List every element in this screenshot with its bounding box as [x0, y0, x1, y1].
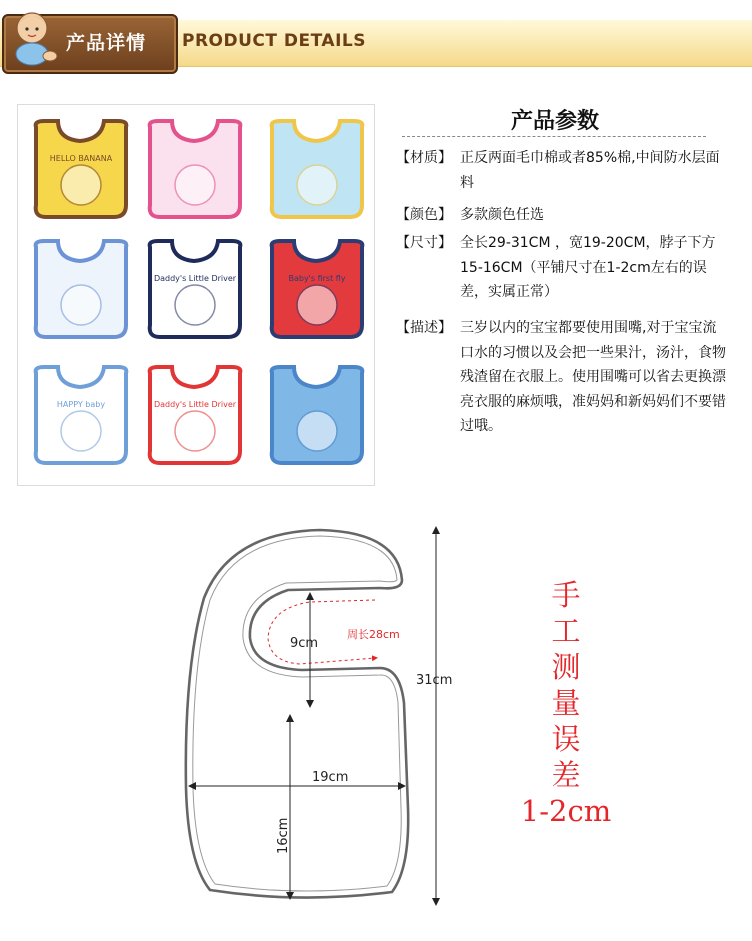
neck-perimeter-label: 周长28cm — [347, 628, 400, 641]
bib-photo-grid — [17, 104, 375, 486]
daddys-little-driver-car-bib — [150, 241, 241, 337]
blue-turtle-stripe-bib — [272, 367, 363, 463]
note-line: 误 — [551, 722, 581, 756]
happy-baby-dog-bib — [36, 367, 127, 463]
param-material-value: 正反两面毛巾棉或者85%棉,中间防水层面料 — [460, 150, 720, 191]
dog-paw-print-bib — [36, 241, 127, 337]
bib-outline-drawing — [170, 518, 470, 918]
total-length-label: 31cm — [416, 673, 453, 688]
note-line: 1-2cm — [520, 794, 612, 828]
params-title: 产品参数 — [510, 109, 599, 134]
bib-print-text: Baby's first fly — [288, 274, 346, 283]
param-size-key: 【尺寸】 — [396, 235, 452, 251]
param-size — [396, 231, 736, 307]
param-size-value: 全长29-31CM ，宽19-20CM，脖子下方15-16CM（平铺尺寸在1-2cm左右的误差，实属正常） — [460, 235, 716, 300]
red-car-stop-bib — [150, 367, 241, 463]
baby-mascot-icon — [6, 4, 62, 68]
bib-photos — [18, 105, 374, 485]
bib-size-diagram — [170, 518, 470, 918]
param-description-value: 三岁以内的宝宝都要使用围嘴,对于宝宝流口水的习惯以及会把一些果汁，汤汁，食物残渣留在衣服上。使用围嘴可以省去更换漂亮衣服的麻烦哦，准妈妈和新妈妈们不要错过哦。 — [460, 320, 726, 434]
neck-height-label: 9cm — [290, 636, 319, 651]
bib-print-text: Daddy's Little Driver — [153, 274, 237, 283]
bib-print-text: HELLO BANANA — [49, 154, 113, 163]
params-divider — [402, 136, 706, 137]
blue-yellow-chick-bib — [272, 121, 363, 217]
header-title-en: PRODUCT DETAILS — [182, 31, 366, 51]
bib-print-text: HAPPY baby — [56, 400, 106, 409]
param-material — [396, 146, 736, 196]
bib-print-text: Daddy's Little Driver — [153, 400, 237, 409]
note-line: 量 — [551, 686, 581, 720]
red-airplane-bib — [272, 241, 363, 337]
param-color-key: 【颜色】 — [396, 207, 452, 223]
header-title-cn: 产品详情 — [66, 32, 147, 54]
product-details-header — [0, 0, 752, 84]
note-line: 差 — [551, 758, 581, 792]
pink-kitty-hearts-bib — [150, 121, 241, 217]
measurement-error-note — [516, 577, 616, 829]
param-color — [396, 203, 736, 228]
note-line: 工 — [551, 614, 581, 648]
hello-banana-monkey-bib — [36, 121, 127, 217]
lower-height-label: 16cm — [276, 817, 291, 854]
param-description-key: 【描述】 — [396, 320, 452, 336]
width-label: 19cm — [312, 770, 349, 785]
param-material-key: 【材质】 — [396, 150, 452, 166]
param-description — [396, 316, 736, 476]
note-line: 测 — [551, 650, 581, 684]
note-line: 手 — [551, 578, 581, 612]
param-color-value: 多款颜色任选 — [460, 207, 544, 223]
